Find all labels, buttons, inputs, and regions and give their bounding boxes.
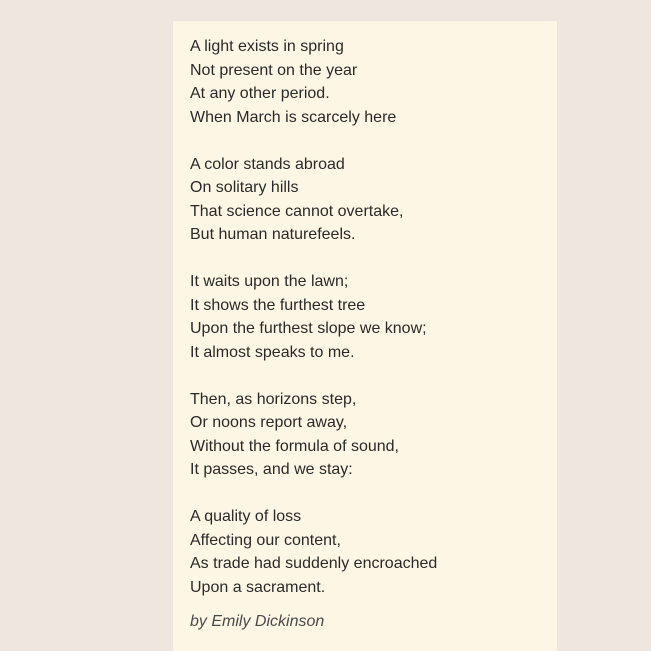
stanza-4 bbox=[190, 388, 547, 482]
poem-line: Without the formula of sound, bbox=[190, 437, 399, 455]
poem-line: Or noons report away, bbox=[190, 414, 348, 431]
poem-line: As trade had suddenly encroached bbox=[190, 555, 438, 572]
stanza-2 bbox=[190, 153, 547, 247]
poem-line: Not present on the year bbox=[190, 61, 358, 79]
poem-line: But human naturefeels. bbox=[190, 226, 356, 243]
poem-line: At any other period. bbox=[190, 85, 330, 102]
stanza-5 bbox=[190, 505, 547, 599]
poem-line: Then, as horizons step, bbox=[190, 390, 357, 408]
poem-body bbox=[190, 35, 547, 623]
poem-line: It waits upon the lawn; bbox=[190, 273, 349, 290]
poem-line: Upon the furthest slope we know; bbox=[190, 320, 427, 337]
poem-line: A quality of loss bbox=[190, 508, 302, 525]
poem-line: Upon a sacrament. bbox=[190, 578, 326, 596]
poem-line: It passes, and we stay: bbox=[190, 461, 353, 478]
poem-line: On solitary hills bbox=[190, 179, 299, 196]
stanza-3 bbox=[190, 270, 547, 364]
poem-line: It shows the furthest tree bbox=[190, 296, 366, 314]
poem-attribution: by Emily Dickinson bbox=[190, 613, 325, 630]
poem-line: That science cannot overtake, bbox=[190, 202, 404, 220]
poem-line: A color stands abroad bbox=[190, 155, 345, 173]
poem-card bbox=[173, 21, 557, 651]
poem-line: When March is scarcely here bbox=[190, 108, 397, 126]
poem-line: A light exists in spring bbox=[190, 38, 344, 55]
stanza-1 bbox=[190, 35, 547, 129]
poem-line: It almost speaks to me. bbox=[190, 343, 355, 361]
poem-line: Affecting our content, bbox=[190, 531, 341, 549]
